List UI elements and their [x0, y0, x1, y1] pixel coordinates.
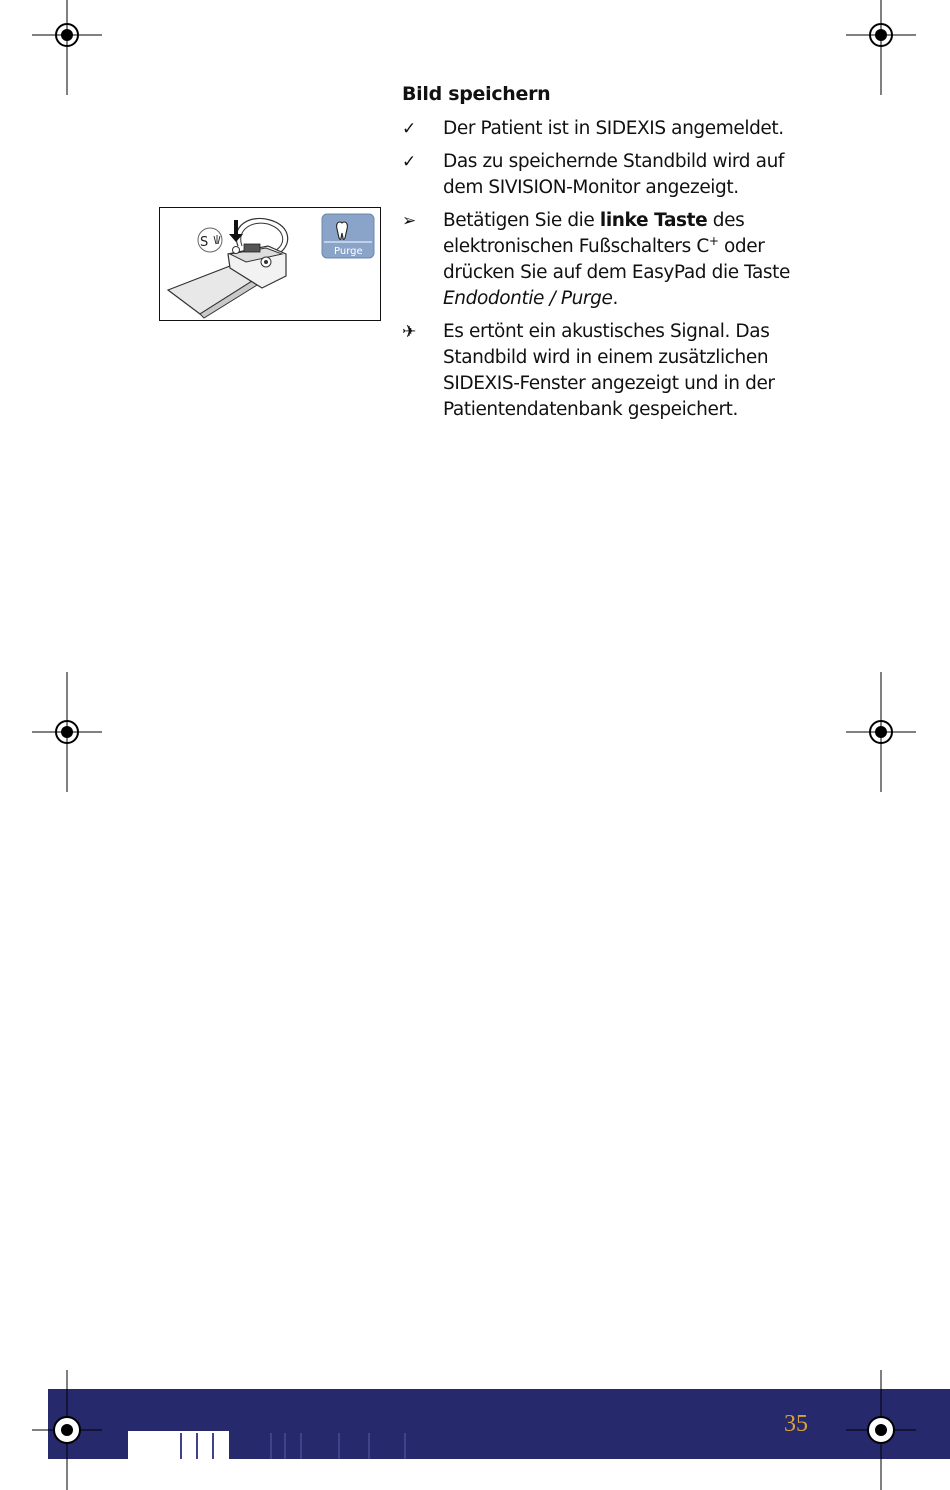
list-item	[402, 149, 822, 201]
step-text: Der Patient ist in SIDEXIS angemeldet.	[443, 118, 784, 139]
list-item	[402, 208, 822, 312]
step-text-part: .	[612, 288, 618, 309]
step-text: Das zu speichernde Standbild wird auf dem SIVISION-Monitor angezeigt.	[443, 151, 785, 198]
result-arrow-icon: ✈	[402, 322, 416, 342]
foot-switch-drawing	[160, 208, 380, 320]
registration-mark-icon	[846, 672, 916, 792]
step-text-part: des elektronischen Fußschalters C	[443, 210, 745, 257]
footer-tick	[338, 1433, 340, 1459]
color-bar-block	[128, 1431, 229, 1459]
footer-tick	[212, 1433, 214, 1459]
instruction-list	[402, 116, 822, 430]
footer-tick	[270, 1433, 272, 1459]
key-term: linke Taste	[599, 210, 708, 231]
step-text-part: Betätigen Sie die	[443, 210, 600, 231]
list-item	[402, 116, 822, 142]
footer-tick	[404, 1433, 406, 1459]
registration-mark-icon	[846, 0, 916, 95]
footer-tick	[196, 1433, 198, 1459]
key-label: Endodontie / Purge	[443, 288, 613, 309]
footer-tick	[368, 1433, 370, 1459]
checkmark-icon: ✓	[402, 152, 416, 172]
foot-switch-label: S	[200, 235, 209, 250]
purge-button-label: Purge	[334, 246, 363, 257]
superscript: +	[708, 233, 719, 248]
foot-switch-illustration	[159, 207, 381, 321]
step-text: Es ertönt ein akustisches Signal. Das Standbild wird in einem zusätzlichen SIDEXIS-Fenster angezeigt und in der Patientendatenbank gespeichert.	[443, 321, 775, 420]
checkmark-icon: ✓	[402, 119, 416, 139]
step-text-part: oder drücken Sie auf dem EasyPad die Taste	[443, 236, 791, 283]
section-heading: Bild speichern	[402, 83, 551, 105]
footer-tick	[180, 1433, 182, 1459]
arrowhead-icon: ➢	[402, 211, 416, 231]
registration-mark-icon	[32, 672, 102, 792]
list-item	[402, 319, 822, 423]
page-number: 35	[784, 1411, 808, 1437]
registration-mark-icon	[32, 1370, 102, 1490]
footer-tick	[284, 1433, 286, 1459]
footer-tick	[300, 1433, 302, 1459]
registration-mark-icon	[846, 1370, 916, 1490]
registration-mark-icon	[32, 0, 102, 95]
step-text	[443, 208, 822, 312]
